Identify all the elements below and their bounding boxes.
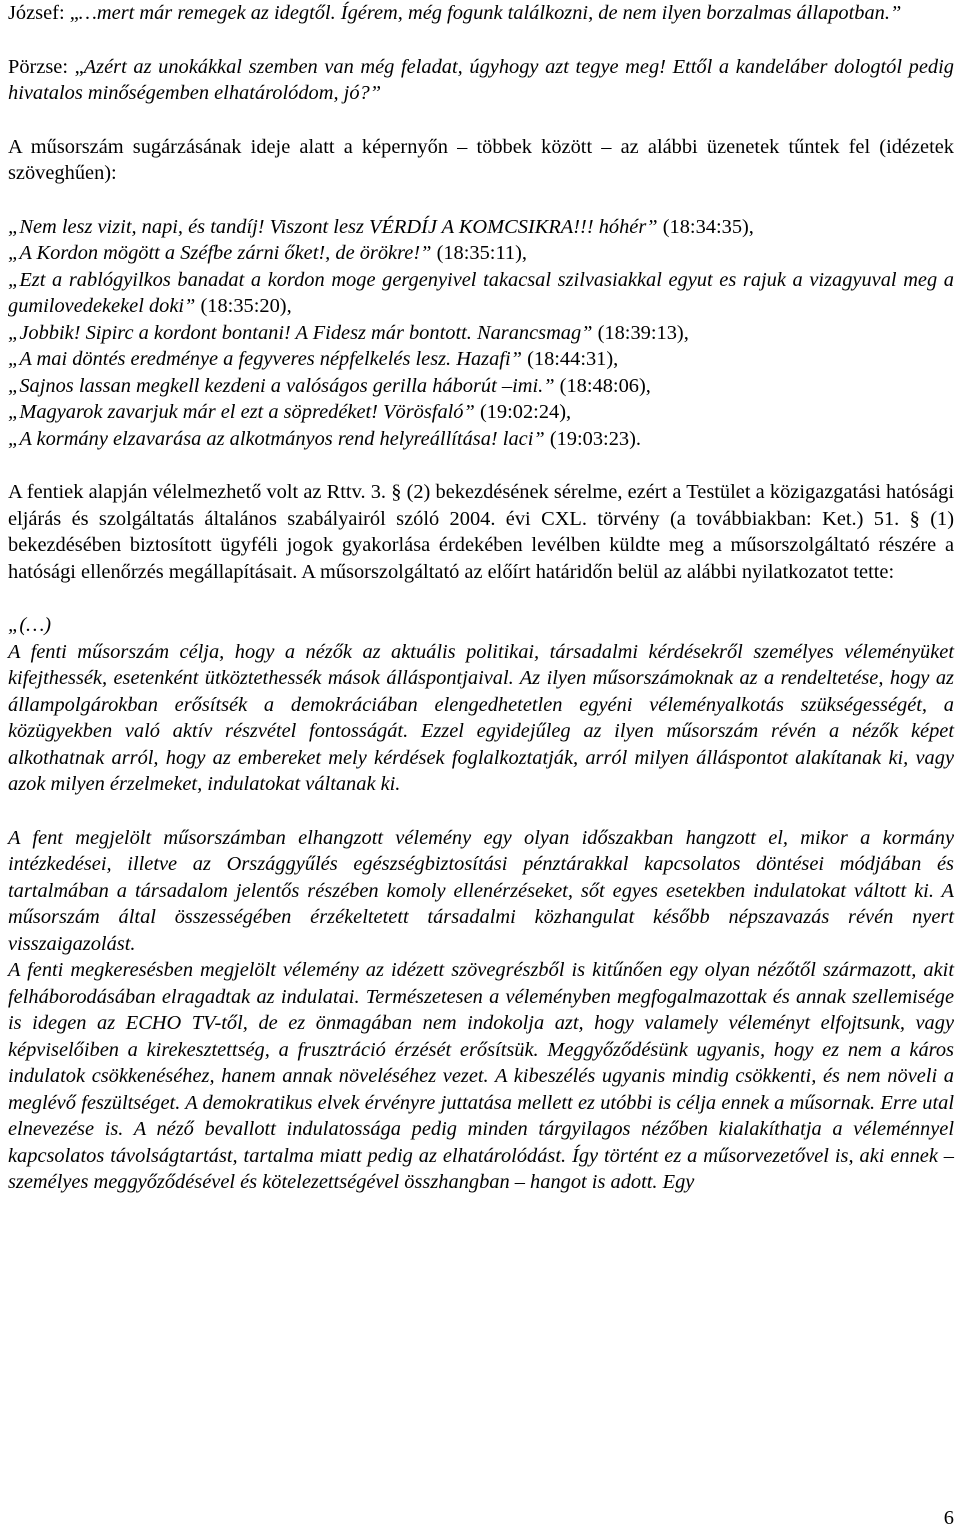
speaker-label: József: „ bbox=[8, 2, 79, 24]
message-timestamp: (18:35:20), bbox=[195, 295, 292, 317]
quote-text: Azért az unokákkal szemben van még feladat, úgyhogy azt tegye meg! Ettől a kandeláber dologtól pedig hivatalos minőségemben elhatárolódom, jó? bbox=[8, 55, 954, 104]
message-timestamp: (19:03:23). bbox=[544, 427, 641, 450]
message-timestamp: (18:48:06), bbox=[554, 374, 651, 397]
message-timestamp: (19:02:24), bbox=[474, 401, 572, 423]
quote-close: ” bbox=[369, 82, 382, 104]
message-text: „Ezt a rablógyilkos banadat a kordon moge gergenyivel takacsal szilvasiakkal egyut es rajuk a vizagyuval meg a gumilovedekekel doki” bbox=[8, 268, 954, 317]
page-number: 6 bbox=[943, 1507, 954, 1529]
message-timestamp: (18:39:13), bbox=[592, 321, 689, 344]
speaker-label: Pörzse: „ bbox=[8, 55, 84, 78]
message-text: „Jobbik! Sipirc a kordont bontani! A Fidesz már bontott. Narancsmag” bbox=[8, 321, 593, 344]
findings-paragraph: A fentiek alapján vélelmezhető volt az Rttv. 3. § (2) bekezdésének sérelme, ezért a Testület a közigazgatási hatósági eljárás és szolgáltatás általános szabályairól szóló 2004. évi CXL. törvény (a továbbiakban: Ket.) 51. § (1) bekezdésében biztosított ügyféli jogok gyakorlása érdekében levélben küldte meg a műsorszolgáltató részére a hatósági ellenőrzés megállapításait. A műsorszolgáltató az előírt határidőn belül az alábbi nyilatkozatot tette: bbox=[8, 481, 954, 583]
message-timestamp: (18:44:31), bbox=[521, 348, 619, 370]
statement-paragraph-3: A fenti megkeresésben megjelölt vélemény az idézett szövegrészből is kitűnően egy olyan nézőtől származott, akit felháborodásában elragadtak az indulatai. Természetesen a véleményben megfogalmazottak és annak szellemisége is idegen az ECHO TV-től, de ez önmagában nem indokolja azt, hogy valamely véleményt elfojtsunk, vagy képviselőiben a kirekesztettség, a frusztráció érzését erősítsük. Meggyőződésünk ugyanis, hogy ez nem a káros indulatok csökkenéséhez, hanem annak növeléséhez vezet. A kibeszélés ugyanis mindig csökkenti, és nem növeli a meglévő feszültséget. A demokratikus elvek érvényre juttatása mellett ez utóbbi is célja ennek a műsornak. Erre utal elnevezése is. A néző bevallott indulatossága pedig minden tárgyilagos nézőben kialakíthatja a véleménnyel kapcsolatos távolságtartást, tartalma miatt pedig az elhatárolódást. Így történt ez a műsorvezetővel is, aki ennek – személyes meggyőződésével és kötelezettségével összhangban – hangot is adott. Egy bbox=[8, 959, 954, 1193]
screen-messages bbox=[8, 214, 954, 453]
message-timestamp: (18:35:11), bbox=[431, 242, 527, 264]
message-text: „A kormány elzavarása az alkotmányos rend helyreállítása! laci” bbox=[8, 427, 545, 450]
message-timestamp: (18:34:35), bbox=[657, 215, 754, 238]
message-text: „Nem lesz vizit, napi, és tandíj! Viszont lesz VÉRDÍJ A KOMCSIKRA!!! hóhér” bbox=[8, 215, 658, 238]
dialogue-porzse bbox=[8, 54, 954, 107]
message-text: „Sajnos lassan megkell kezdeni a valóságos gerilla háborút –imi.” bbox=[8, 374, 555, 397]
dialogue-jozsef bbox=[8, 0, 954, 27]
statement-paragraph-2: A fent megjelölt műsorszámban elhangzott vélemény egy olyan időszakban hangzott el, mikor a kormány intézkedései, illetve az Országgyűlés egészségbiztosítási pénztárakkal kapcsolatos döntései módjában és tartalmában a társadalom jelentős részében komoly ellenérzéseket, sőt egyes esetekben indulatokat váltott ki. A műsorszám által összességében érzékeltetett társadalmi közhangulat később népszavazás révén nyert visszaigazolást. bbox=[8, 826, 954, 955]
message-text: „A Kordon mögött a Széfbe zárni őket!, de örökre!” bbox=[8, 242, 432, 264]
statement-open: „(…) bbox=[8, 614, 52, 636]
statement-paragraph-1: A fenti műsorszám célja, hogy a nézők az aktuális politikai, társadalmi kérdésekről személyes véleményüket kifejthessék, esetenként ütköztethessék mások álláspontjaival. Az ilyen műsorszámoknak az a rendeltetése, hogy az állampolgárokban erősítsék a demokráciában elengedhetetlen egyéni véleményalkotás szükségességét, a közügyekben való aktív részvétel fontosságát. Ezzel egyidejűleg az ilyen műsorszám révén a nézők képet alkothatnak arról, hogy az embereket mely kérdések foglalkoztatják, arról milyen álláspontot alakítanak ki, vagy azok milyen érzelmeket, indulatokat váltanak ki. bbox=[8, 640, 954, 795]
quote-text: …mert már remegek az idegtől. Ígérem, még fogunk találkozni, de nem ilyen borzalmas állapotban. bbox=[78, 2, 890, 24]
quote-close: ” bbox=[889, 2, 902, 24]
message-text: „Magyarok zavarjuk már el ezt a söpredéket! Vörösfaló” bbox=[8, 401, 475, 423]
intro-paragraph: A műsorszám sugárzásának ideje alatt a képernyőn – többek között – az alábbi üzenetek tűntek fel (idézetek szöveghűen): bbox=[8, 135, 954, 184]
message-text: „A mai döntés eredménye a fegyveres népfelkelés lesz. Hazafi” bbox=[8, 348, 522, 370]
